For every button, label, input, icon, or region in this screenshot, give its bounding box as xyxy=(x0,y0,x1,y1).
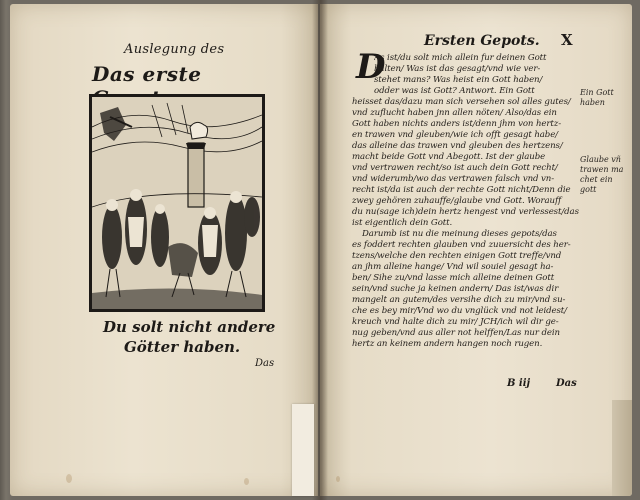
body-line: en trawen vnd gleuben/wie ich offt gesagt habe/ xyxy=(352,130,558,140)
body-line: tzens/welche den rechten einigen Gott treffe/vnd xyxy=(352,251,562,261)
body-line: heisset das/dazu man sich versehen sol alles gutes/ xyxy=(352,97,571,107)
drop-initial: D xyxy=(356,47,386,87)
body-line: vnd zuflucht haben jnn allen nöten/ Also/das ein xyxy=(352,108,557,118)
book-gutter xyxy=(312,0,328,500)
left-page-subtitle: Das erste xyxy=(92,62,202,86)
ink-stain xyxy=(66,474,72,483)
margin-note-glaube xyxy=(580,155,630,195)
body-line: hertz an keinem andern hangen noch rugen. xyxy=(352,339,543,349)
page-corner-curl xyxy=(612,400,632,496)
body-line: ist eigentlich dein Gott. xyxy=(352,218,453,228)
body-line: mangelt an gutem/des versihe dich zu mir/vnd su- xyxy=(352,295,566,305)
running-head: Ersten Gepots. xyxy=(424,33,540,49)
signature-mark: B iij xyxy=(507,378,531,389)
paper-strip xyxy=(292,404,314,496)
margin-note-line: trawen ma xyxy=(580,165,624,174)
ink-stain xyxy=(244,478,249,485)
folio-number: X xyxy=(561,31,573,49)
body-line: das alleine das trawen vnd gleuben des hertzens/ xyxy=(352,141,563,151)
ink-stain xyxy=(336,476,340,482)
body-line: an jhm alleine hange/ Vnd wil souiel gesagt ha- xyxy=(352,262,554,272)
right-page-catchword: Das xyxy=(556,378,577,389)
body-line: nug geben/vnd aus aller not helffen/Las nur dein xyxy=(352,328,560,338)
body-line: As ist/du solt mich allein fur deinen Gott xyxy=(374,53,547,63)
margin-note-line: chet ein gott xyxy=(580,175,613,194)
body-line: stehet mans? Was heist ein Gott haben/ xyxy=(374,75,543,85)
body-line: es foddert rechten glauben vnd zuuersicht des her- xyxy=(352,240,571,250)
margin-note-line: Glaube vñ xyxy=(580,155,621,164)
body-line: zwey gehören zuhauffe/glaube vnd Gott. Worauff xyxy=(352,196,562,206)
body-line: vnd widerumb/wo das vertrawen falsch vnd vn- xyxy=(352,174,555,184)
body-line: che es bey mir/Vnd wo du vnglück vnd not leidest/ xyxy=(352,306,567,316)
left-page-catchword: Das xyxy=(255,358,275,369)
body-line: sein/vnd suche ja keinen andern/ Das ist/was dir xyxy=(352,284,559,294)
commandment-caption-line-1: Du solt nicht andere xyxy=(103,318,276,336)
woodcut-image xyxy=(92,97,262,309)
commandment-caption-line-2: Götter haben. xyxy=(124,338,241,356)
body-line: Darumb ist nu die meinung dieses gepots/das xyxy=(362,229,557,239)
body-line: halten/ Was ist das gesagt/vnd wie ver- xyxy=(374,64,541,74)
left-page-title: Auslegung des xyxy=(124,42,225,57)
margin-note-line: Ein Gott xyxy=(580,88,614,97)
body-line: du nu(sage ich)dein hertz hengest vnd verlessest/das xyxy=(352,207,579,217)
woodcut-illustration xyxy=(89,94,265,312)
body-line: ben/ Sihe zu/vnd lasse mich alleine deinen Gott xyxy=(352,273,555,283)
body-line: Gott haben nichts anders ist/denn jhm von hertz- xyxy=(352,119,561,129)
body-line: kreuch vnd halte dich zu mir/ JCH/ich wil dir ge- xyxy=(352,317,559,327)
body-line: macht beide Gott vnd Abegott. Ist der glaube xyxy=(352,152,546,162)
body-line: recht ist/da ist auch der rechte Gott nicht/Denn die xyxy=(352,185,571,195)
body-line: odder was ist Gott? Antwort. Ein Gott xyxy=(374,86,535,96)
margin-note-gott-haben xyxy=(580,88,630,108)
margin-note-line: haben xyxy=(580,98,605,107)
body-line: vnd vertrawen recht/so ist auch dein Gott recht/ xyxy=(352,163,558,173)
